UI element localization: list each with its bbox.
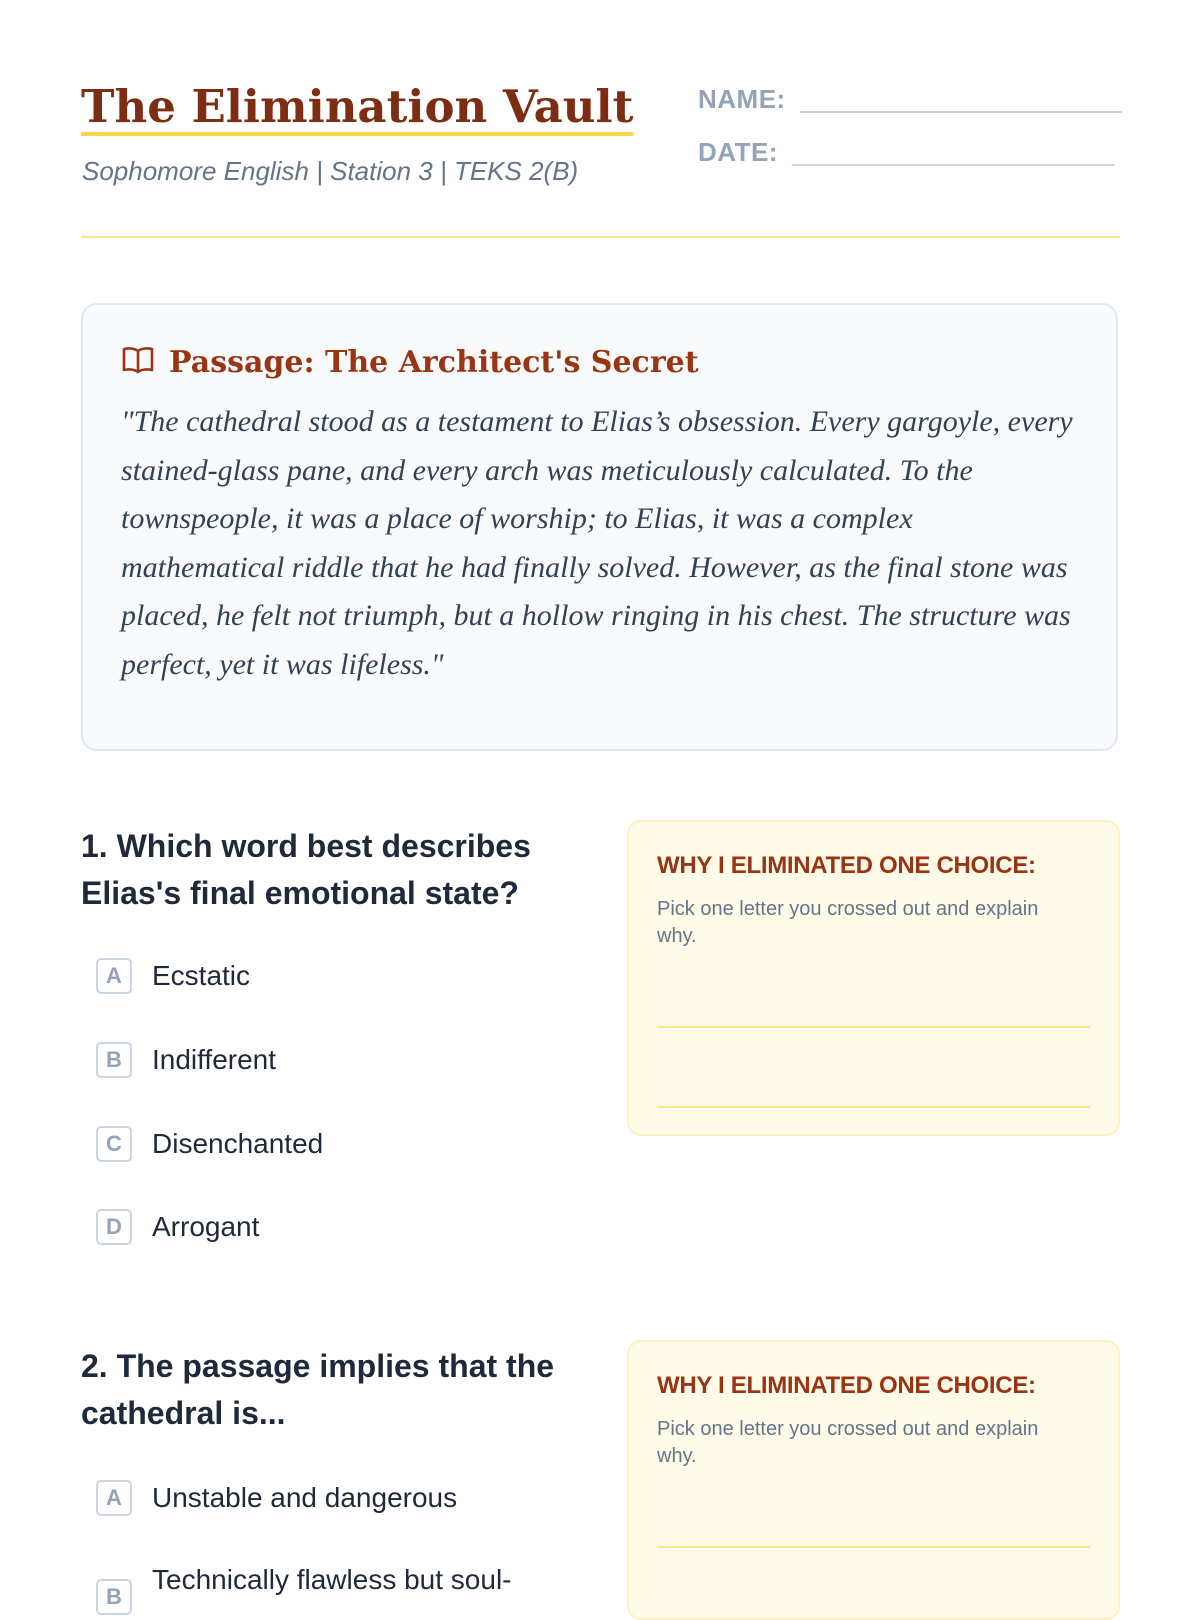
question-1-choice-c[interactable] — [96, 1126, 323, 1162]
date-label: DATE: — [698, 137, 779, 167]
worksheet-subtitle: Sophomore English | Station 3 | TEKS 2(B) — [82, 156, 579, 186]
passage-text: "The cathedral stood as a testament to Elias’s obsession. Every gargoyle, every stained-glass pane, and every arch was meticulously calculated. To the townspeople, it was a place of worship; to Elias, it was a complex mathematical riddle that he had finally solved. However, as the final stone was placed, he felt not triumph, but a hollow ringing in his chest. The structure was perfect, yet it was lifeless." — [121, 405, 1073, 681]
passage-header — [121, 345, 1078, 380]
answer-line[interactable] — [657, 1106, 1090, 1108]
choice-letter-box[interactable]: C — [96, 1126, 132, 1162]
choice-text: Unstable and dangerous — [152, 1482, 458, 1513]
elimination-title: WHY I ELIMINATED ONE CHOICE: — [657, 1372, 1036, 1399]
question-1-elimination-box — [627, 820, 1120, 1136]
choice-letter-box[interactable]: A — [96, 958, 132, 994]
question-2-choice-a[interactable] — [96, 1480, 457, 1516]
passage-title: Passage: The Architect's Secret — [169, 345, 699, 380]
choice-text: Ecstatic — [152, 960, 251, 991]
choice-letter-box[interactable]: B — [96, 1042, 132, 1078]
choice-text: Indifferent — [152, 1044, 277, 1075]
choice-letter-box[interactable]: A — [96, 1480, 132, 1516]
question-1-text: 1. Which word best describes Elias's final emotional state? — [81, 828, 531, 911]
choice-text: Technically flawless but soul- — [152, 1564, 512, 1595]
book-open-icon — [121, 345, 155, 380]
worksheet-header — [81, 78, 1120, 238]
date-input-line[interactable] — [792, 163, 1114, 166]
worksheet-title: The Elimination Vault — [81, 82, 633, 136]
date-field[interactable] — [698, 137, 1114, 168]
answer-line[interactable] — [657, 1546, 1090, 1548]
name-field[interactable] — [698, 84, 1122, 115]
choice-text: Disenchanted — [152, 1128, 324, 1159]
worksheet-page — [81, 0, 1120, 1609]
elimination-title: WHY I ELIMINATED ONE CHOICE: — [657, 852, 1036, 879]
question-1-body — [81, 823, 571, 917]
name-label: NAME: — [698, 84, 786, 114]
name-input-line[interactable] — [800, 110, 1122, 113]
question-2-body — [81, 1343, 571, 1437]
question-1-choice-b[interactable] — [96, 1042, 276, 1078]
choice-letter-box[interactable]: B — [96, 1579, 132, 1615]
question-2-elimination-box — [627, 1340, 1120, 1620]
answer-line[interactable] — [657, 1026, 1090, 1028]
question-2-text: 2. The passage implies that the cathedral is... — [81, 1348, 555, 1431]
question-2-choice-b[interactable] — [96, 1563, 512, 1615]
passage-card — [81, 303, 1118, 751]
question-1-choice-a[interactable] — [96, 958, 250, 994]
question-1-choice-d[interactable] — [96, 1209, 259, 1245]
choice-text: Arrogant — [152, 1211, 260, 1242]
elimination-prompt: Pick one letter you crossed out and explain why. — [657, 1418, 1039, 1467]
elimination-prompt: Pick one letter you crossed out and explain why. — [657, 898, 1039, 947]
choice-letter-box[interactable]: D — [96, 1209, 132, 1245]
